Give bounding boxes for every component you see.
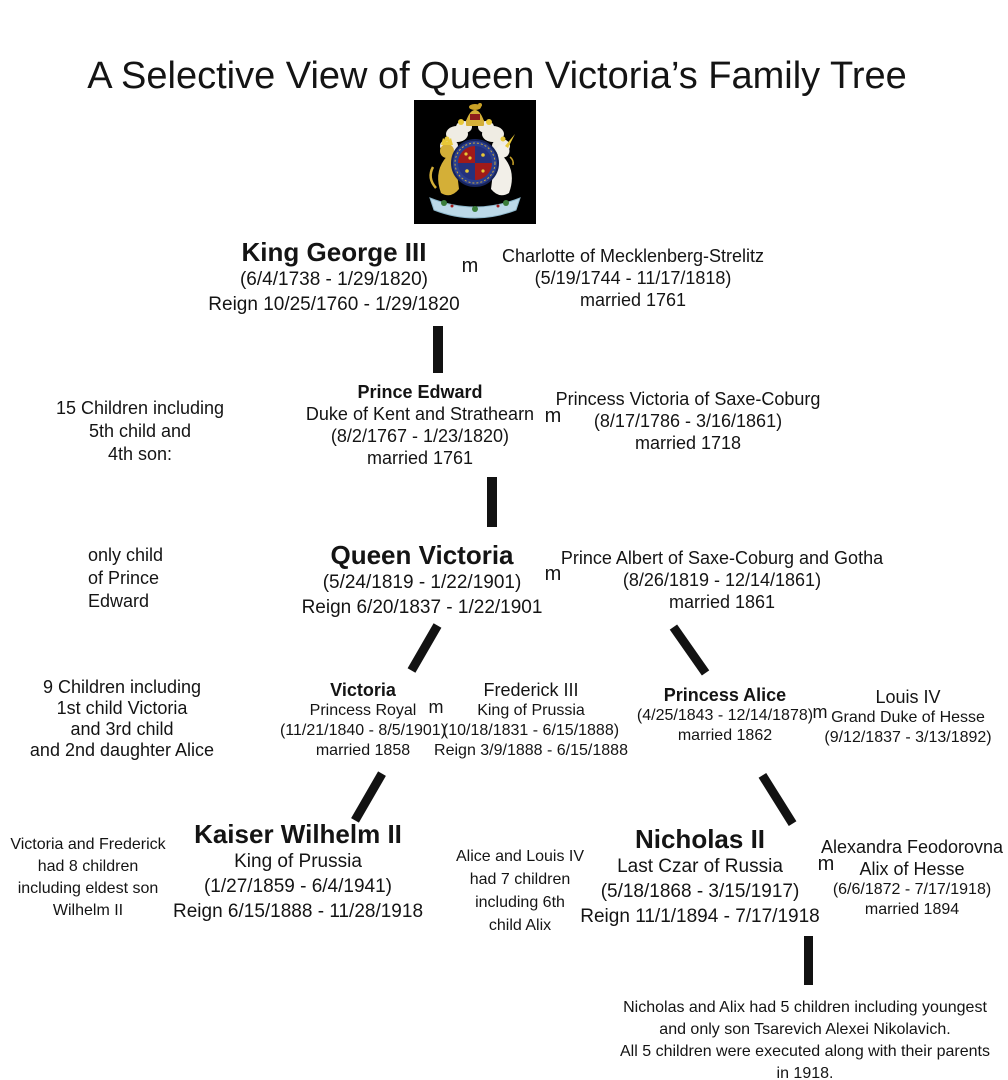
person-frederick-iii <box>434 680 628 761</box>
marriage-symbol-george-charlotte: m <box>461 255 479 277</box>
person-name: Alexandra Feodorovna <box>820 837 1004 857</box>
person-princess-alice <box>637 685 813 746</box>
note-victoria-children: 9 Children including 1st child Victoria and 3rd child and 2nd daughter Alice <box>29 677 215 760</box>
connector-victoria-to-wilhelm <box>351 771 386 822</box>
connector-george-to-edward <box>433 326 443 373</box>
connector-alice-to-alexandra <box>759 773 797 826</box>
person-alexandra-feodorovna <box>821 836 1003 920</box>
person-name: Queen Victoria <box>330 540 514 570</box>
person-name: Louis IV <box>875 687 941 707</box>
person-charlotte-of-mecklenberg-strelitz: Charlotte of Mecklenberg-Strelitz (5/19/1744 - 11/17/1818) married 1761 <box>501 246 765 310</box>
person-name: Princess Alice <box>663 685 787 705</box>
person-name: Frederick III <box>483 680 579 700</box>
person-details: (5/24/1819 - 1/22/1901) Reign 6/20/1837 - 1/22/1901 <box>301 572 543 618</box>
person-louis-iv <box>824 687 991 748</box>
connector-edward-to-queen-victoria <box>487 477 497 527</box>
marriage-symbol-victoria-frederick: m <box>428 697 444 717</box>
person-king-george-iii <box>208 237 459 317</box>
person-name: Nicholas II <box>634 824 766 854</box>
person-prince-albert: Prince Albert of Saxe-Coburg and Gotha (8/26/1819 - 12/14/1861) married 1861 <box>560 548 884 612</box>
person-name: King George III <box>241 237 427 267</box>
person-name: Prince Edward <box>357 382 483 402</box>
person-kaiser-wilhelm-ii <box>173 819 423 924</box>
person-victoria-princess-royal <box>280 680 446 761</box>
person-details: King of Prussia (10/18/1831 - 6/15/1888) Reign 3/9/1888 - 6/15/1888 <box>434 702 628 759</box>
person-alt-name: Alix of Hesse <box>859 859 965 879</box>
person-queen-victoria <box>302 540 543 620</box>
page-title: A Selective View of Queen Victoria’s Family Tree <box>87 55 907 97</box>
person-details: Princess Royal (11/21/1840 - 8/5/1901) married 1858 <box>279 702 447 759</box>
connector-nicholas-alexandra-to-children-note <box>804 936 813 985</box>
person-princess-victoria-of-saxe-coburg: Princess Victoria of Saxe-Coburg (8/17/1786 - 3/16/1861) married 1718 <box>555 389 821 453</box>
person-name: Kaiser Wilhelm II <box>194 819 402 849</box>
person-nicholas-ii <box>580 824 819 929</box>
person-details: Duke of Kent and Strathearn (8/2/1767 - 1/23/1820) married 1761 <box>305 404 535 468</box>
person-details: (6/6/1872 - 7/17/1918) married 1894 <box>832 881 992 918</box>
person-details: Grand Duke of Hesse (9/12/1837 - 3/13/1892) <box>824 709 992 746</box>
note-edward-only-child: only child of Prince Edward <box>88 545 164 611</box>
note-alice-louis-children: Alice and Louis IV had 7 children including 6th child Alix <box>455 848 585 934</box>
royal-coat-of-arms-icon <box>414 100 536 224</box>
connector-queen-victoria-to-victoria <box>408 623 442 673</box>
person-details: King of Prussia (1/27/1859 - 6/4/1941) Reign 6/15/1888 - 11/28/1918 <box>172 851 424 922</box>
person-details: Last Czar of Russia (5/18/1868 - 3/15/1917) Reign 11/1/1894 - 7/17/1918 <box>580 856 820 927</box>
marriage-symbol-alice-louis: m <box>812 702 828 722</box>
note-victoria-frederick-children: Victoria and Frederick had 8 children including eldest son Wilhelm II <box>10 836 166 919</box>
marriage-symbol-edward-victoria: m <box>544 405 562 427</box>
marriage-symbol-nicholas-alexandra: m <box>817 853 835 875</box>
person-details: (6/4/1738 - 1/29/1820) Reign 10/25/1760 - 1/29/1820 <box>208 269 460 315</box>
note-george-children: 15 Children including 5th child and 4th son: <box>55 398 225 464</box>
connector-albert-to-alice <box>670 624 709 675</box>
person-details: (4/25/1843 - 12/14/1878) married 1862 <box>636 707 814 744</box>
note-nicholas-alix-children: Nicholas and Alix had 5 children including youngest and only son Tsarevich Alexei Nikolavich. All 5 children were executed along with their parents in 1918. <box>620 999 990 1080</box>
marriage-symbol-victoria-albert: m <box>544 563 562 585</box>
person-prince-edward <box>306 381 534 469</box>
person-name: Victoria <box>330 680 396 700</box>
